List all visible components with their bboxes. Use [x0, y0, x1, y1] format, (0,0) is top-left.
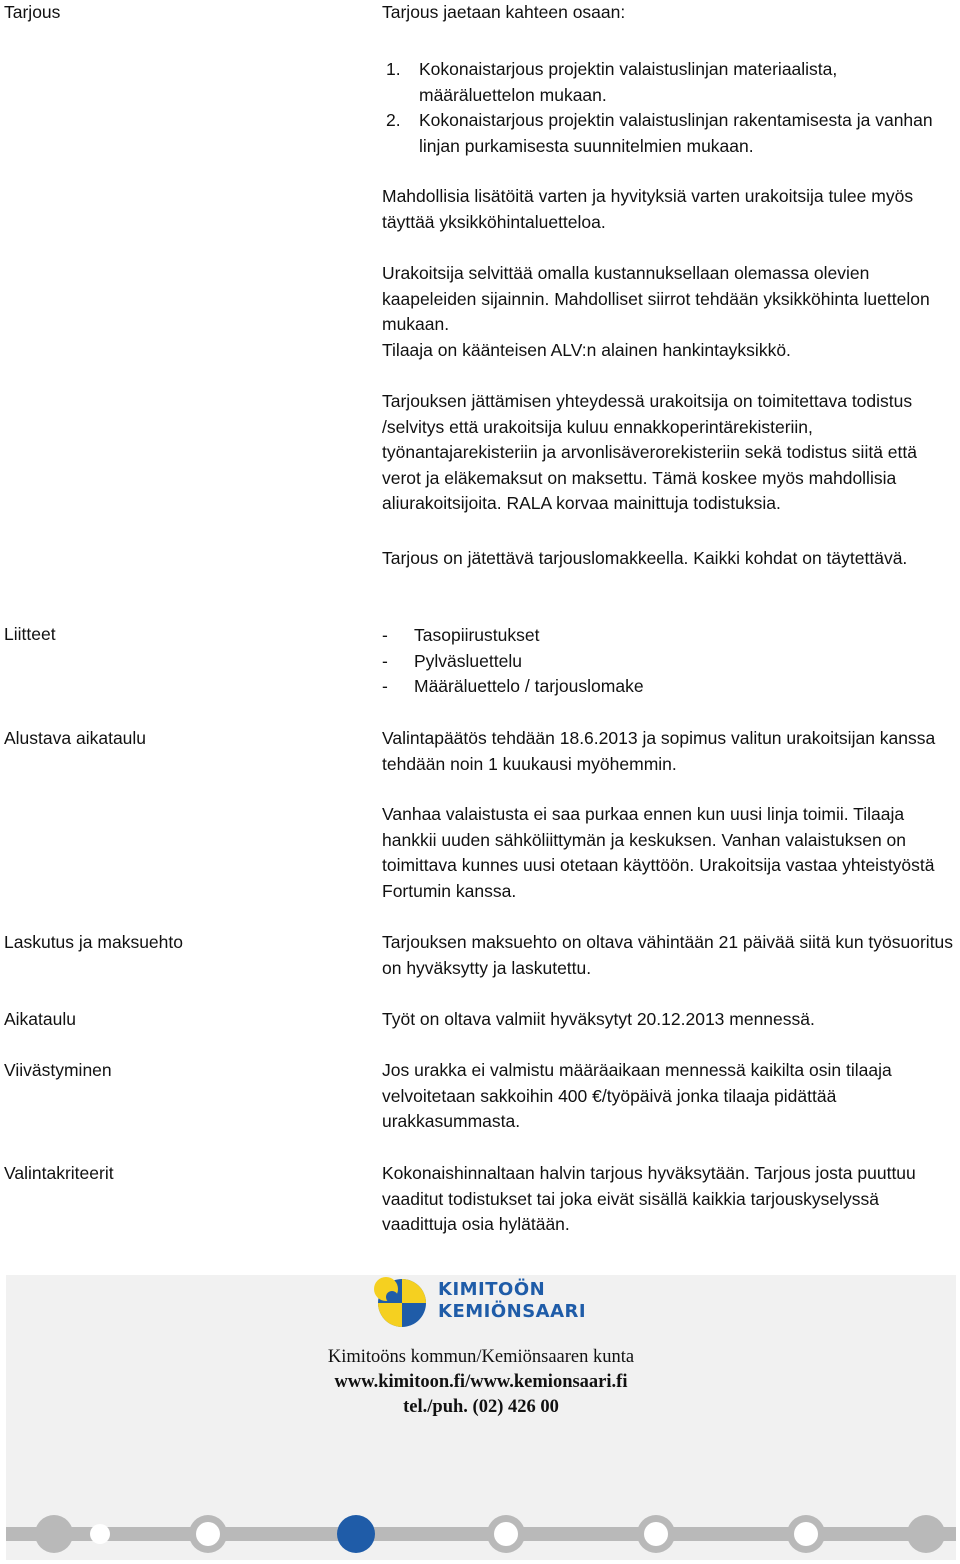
list-item-number: 1. — [386, 59, 401, 79]
list-item — [382, 623, 956, 649]
track-dot — [794, 1522, 818, 1546]
logo-line: KEMIÖNSAARI — [438, 1301, 587, 1322]
liitteet-list — [382, 623, 956, 700]
section-label-laskutus: Laskutus ja maksuehto — [4, 932, 183, 952]
list-item-text: Tasopiirustukset — [414, 625, 540, 645]
tarjous-paragraph: Mahdollisia lisätöitä varten ja hyvityksiä varten urakoitsija tulee myös täyttää yksikköhintaluetteloa. — [382, 186, 914, 232]
track-dot — [196, 1522, 220, 1546]
section-label-viivastyminen: Viivästyminen — [4, 1060, 112, 1080]
aikataulu-paragraph: Työt on oltava valmiit hyväksytyt 20.12.2013 mennessä. — [382, 1009, 815, 1029]
section-label-liitteet: Liitteet — [4, 624, 56, 644]
dash-bullet: - — [382, 676, 388, 696]
dash-bullet: - — [382, 625, 388, 645]
laskutus-paragraph: Tarjouksen maksuehto on oltava vähintään 21 päivää siitä kun työsuoritus on hyväksytty ja laskutettu. — [382, 932, 954, 978]
list-item — [382, 649, 956, 675]
viivastyminen-paragraph: Jos urakka ei valmistu määräaikaan mennessä kaikilta osin tilaaja velvoitetaan sakkoihin 400 €/työpäivä jonka tilaaja pidättää urakkasummasta. — [382, 1060, 892, 1131]
logo-line: KIMITOÖN — [438, 1279, 546, 1300]
alustava-paragraph: Valintapäätös tehdään 18.6.2013 ja sopimus valitun urakoitsijan kanssa tehdään noin 1 kuukausi myöhemmin. — [382, 728, 936, 774]
track-dot — [494, 1522, 518, 1546]
list-item-text: Määräluettelo / tarjouslomake — [414, 676, 644, 696]
track-dot — [35, 1515, 73, 1553]
list-item-number: 2. — [386, 110, 401, 130]
track-dot — [644, 1522, 668, 1546]
track-dot — [337, 1515, 375, 1553]
municipality-logo — [366, 1275, 606, 1337]
tarjous-paragraph: Tarjous on jätettävä tarjouslomakkeella. Kaikki kohdat on täytettävä. — [382, 548, 908, 568]
section-label-valintakriteerit: Valintakriteerit — [4, 1163, 114, 1183]
phone-text: tel./puh. (02) 426 00 — [403, 1397, 559, 1417]
website-text: www.kimitoon.fi/www.kemionsaari.fi — [334, 1372, 628, 1392]
organization-name: Kimitoöns kommun/Kemiönsaaren kunta — [327, 1347, 635, 1367]
tarjous-paragraph: Tarjouksen jättämisen yhteydessä urakoitsija on toimitettava todistus /selvitys että urakoitsija kuluu ennakkoperintärekisteriin, työnantajarekisteriin ja arvonlisäverorekisteriin sekä todistus siitä että verot ja eläkemaksut on maksettu. Tämä koskee myös mahdollisia aliurakoitsijoita. RALA korvaa mainittuja todistuksia. — [382, 391, 917, 513]
list-item — [382, 108, 956, 159]
list-item — [382, 57, 956, 108]
contact-block — [6, 1345, 956, 1420]
section-label-tarjous: Tarjous — [4, 2, 61, 22]
section-label-aikataulu: Aikataulu — [4, 1009, 76, 1029]
track-dot — [907, 1515, 945, 1553]
list-item-text: Pylväsluettelu — [414, 650, 522, 671]
track-dot — [90, 1524, 110, 1544]
logo-wordmark — [438, 1279, 586, 1323]
tarjous-intro: Tarjous jaetaan kahteen osaan: — [382, 2, 626, 22]
valintakriteerit-paragraph: Kokonaishinnaltaan halvin tarjous hyväksytään. Tarjous josta puuttuu vaaditut todistukset tai joka eivät sisällä kaikkia tarjouskyselyssä vaadittuja osia hylätään. — [382, 1163, 916, 1234]
dash-bullet: - — [382, 650, 388, 671]
list-item-text: Kokonaistarjous projektin valaistuslinjan rakentamisesta ja vanhan linjan purkamisesta suunnitelmien mukaan. — [419, 110, 933, 156]
list-item — [382, 674, 956, 700]
section-label-alustava-aikataulu: Alustava aikataulu — [4, 728, 147, 748]
list-item-text: Kokonaistarjous projektin valaistuslinjan materiaalista, määräluettelon mukaan. — [419, 59, 838, 105]
tarjous-paragraph: Tilaaja on käänteisen ALV:n alainen hankintayksikkö. — [382, 340, 791, 360]
tarjous-parts-list — [382, 57, 956, 159]
decorative-track — [6, 1515, 956, 1555]
logo-emblem-icon — [366, 1275, 428, 1335]
footer — [6, 1275, 956, 1560]
tarjous-paragraph: Urakoitsija selvittää omalla kustannuksellaan olemassa olevien kaapeleiden sijainnin. Mahdolliset siirrot tehdään yksikköhinta luettelon mukaan. — [382, 263, 930, 334]
alustava-paragraph: Vanhaa valaistusta ei saa purkaa ennen kun uusi linja toimii. Tilaaja hankkii uuden sähköliittymän ja keskuksen. Vanhan valaistuksen on toimittava kunnes uusi otetaan käyttöön. Urakoitsija vastaa yhteistyöstä Fortumin kanssa. — [382, 804, 935, 901]
